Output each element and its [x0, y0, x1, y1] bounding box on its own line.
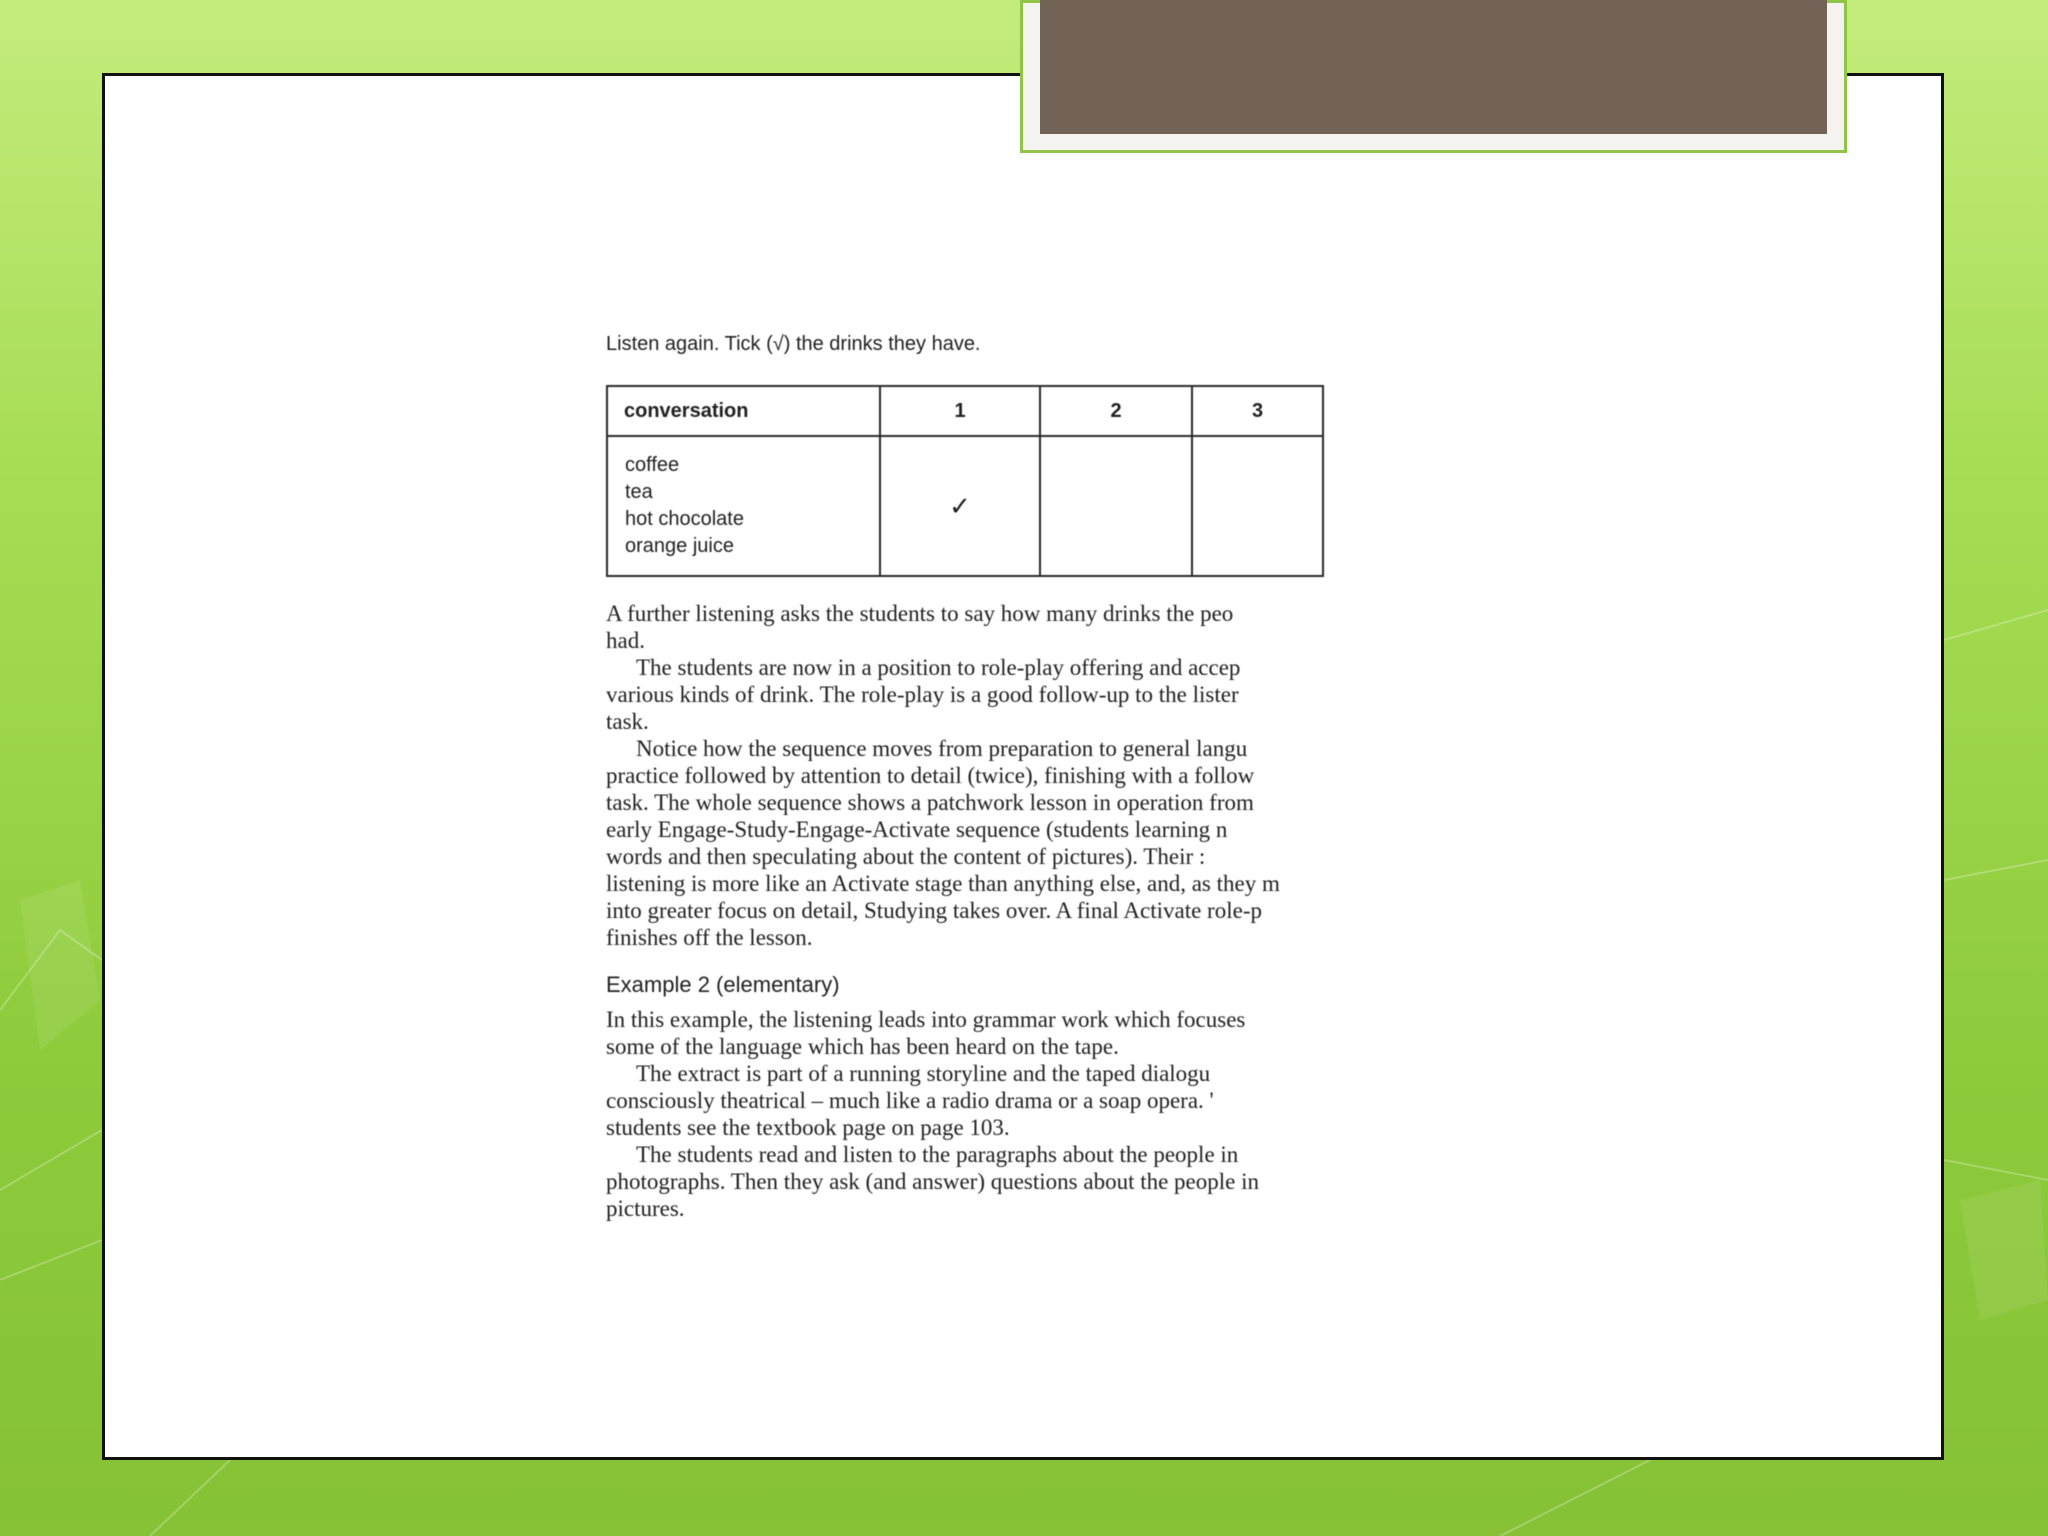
text-line: various kinds of drink. The role-play is a good follow-up to the lister [606, 682, 1239, 707]
column-header: 2 [1040, 386, 1192, 436]
text-line: A further listening asks the students to say how many drinks the peo [606, 601, 1234, 626]
text-line: listening is more like an Activate stage than anything else, and, as they m [606, 871, 1280, 896]
column-header: 1 [880, 386, 1040, 436]
title-placeholder [1040, 0, 1827, 134]
text-line: The students read and listen to the paragraphs about the people in [636, 1142, 1239, 1167]
paragraph [606, 1141, 1444, 1222]
text-line: had. [606, 628, 645, 653]
table-row [607, 436, 1323, 576]
text-line: pictures. [606, 1196, 685, 1221]
paragraph [606, 600, 1444, 654]
text-line: some of the language which has been heard on the tape. [606, 1034, 1119, 1059]
text-line: The extract is part of a running storyline and the taped dialogu [636, 1061, 1211, 1086]
text-line: consciously theatrical – much like a radio drama or a soap opera. ' [606, 1088, 1214, 1113]
drink-item: tea [625, 481, 653, 503]
scanned-page [604, 330, 1444, 1230]
text-line: task. [606, 709, 649, 734]
text-line: students see the textbook page on page 103. [606, 1115, 1010, 1140]
tick-cell [1040, 436, 1192, 576]
text-line: In this example, the listening leads into grammar work which focuses [606, 1007, 1246, 1032]
paragraph [606, 1006, 1444, 1060]
table-header-row [607, 386, 1323, 436]
text-line: into greater focus on detail, Studying takes over. A final Activate role-p [606, 898, 1262, 923]
drink-list-cell [607, 436, 880, 576]
drink-item: coffee [625, 454, 680, 476]
text-line: finishes off the lesson. [606, 925, 813, 950]
paragraph [606, 735, 1444, 951]
exercise-instruction: Listen again. Tick (√) the drinks they have. [606, 333, 981, 355]
text-line: The students are now in a position to role-play offering and accep [636, 655, 1241, 680]
section-heading: Example 2 (elementary) [606, 972, 840, 997]
text-line: words and then speculating about the content of pictures). Their : [606, 844, 1206, 869]
paragraph [606, 1060, 1444, 1141]
tick-cell: ✓ [880, 436, 1040, 576]
text-line: task. The whole sequence shows a patchwork lesson in operation from [606, 790, 1254, 815]
text-line: photographs. Then they ask (and answer) questions about the people in [606, 1169, 1260, 1194]
drinks-table [606, 385, 1324, 577]
paragraph [606, 654, 1444, 735]
body-text [606, 600, 1444, 1222]
drink-item: orange juice [625, 535, 734, 557]
text-line: practice followed by attention to detail (twice), finishing with a follow [606, 763, 1255, 788]
column-header: conversation [607, 386, 880, 436]
tick-cell [1192, 436, 1323, 576]
text-line: Notice how the sequence moves from preparation to general langu [636, 736, 1248, 761]
column-header: 3 [1192, 386, 1323, 436]
drink-item: hot chocolate [625, 508, 744, 530]
text-line: early Engage-Study-Engage-Activate sequence (students learning n [606, 817, 1228, 842]
